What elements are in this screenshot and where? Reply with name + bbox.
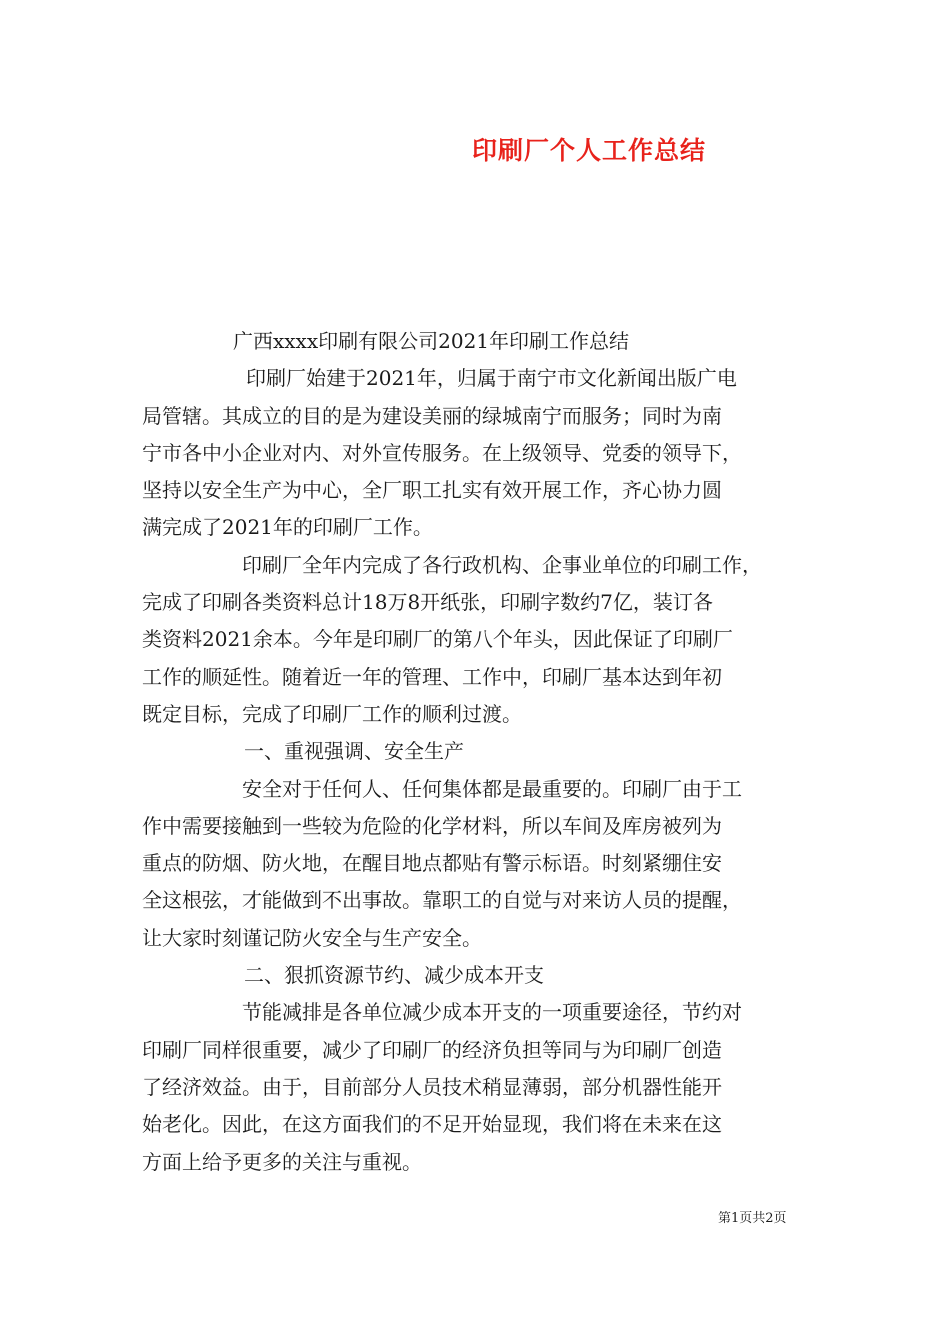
section-heading-2: 二、狠抓资源节约、减少成本开支 [244, 963, 544, 988]
page-number: 第1页共2页 [718, 1211, 787, 1226]
paragraph-line: 印刷厂同样很重要，减少了印刷厂的经济负担等同与为印刷厂创造 [142, 1037, 722, 1062]
paragraph-1 [142, 360, 822, 546]
paragraph-line: 节能减排是各单位减少成本开支的一项重要途径，节约对 [242, 1000, 742, 1025]
paragraph-line: 宁市各中小企业对内、对外宣传服务。在上级领导、党委的领导下， [142, 440, 742, 465]
paragraph-line: 满完成了2021年的印刷厂工作。 [142, 515, 433, 540]
document-body [142, 323, 822, 1181]
paragraph-line: 安全对于任何人、任何集体都是最重要的。印刷厂由于工 [242, 776, 742, 801]
paragraph-line: 全这根弦，才能做到不出事故。靠职工的自觉与对来访人员的提醒， [142, 888, 742, 913]
paragraph-line: 坚持以安全生产为中心，全厂职工扎实有效开展工作，齐心协力圆 [142, 478, 722, 503]
paragraph-line: 始老化。因此，在这方面我们的不足开始显现，我们将在未来在这 [142, 1112, 722, 1137]
paragraph-line: 了经济效益。由于，目前部分人员技术稍显薄弱，部分机器性能开 [142, 1074, 722, 1099]
paragraph-line: 印刷厂始建于2021年，归属于南宁市文化新闻出版广电 [246, 366, 737, 391]
paragraph-line: 方面上给予更多的关注与重视。 [142, 1149, 422, 1174]
paragraph-line: 类资料2021余本。今年是印刷厂的第八个年头，因此保证了印刷厂 [142, 627, 733, 652]
paragraph-line: 完成了印刷各类资料总计18万8开纸张，印刷字数约7亿，装订各 [142, 590, 713, 615]
paragraph-line: 局管辖。其成立的目的是为建设美丽的绿城南宁而服务；同时为南 [142, 403, 722, 428]
paragraph-line: 印刷厂全年内完成了各行政机构、企事业单位的印刷工作， [242, 552, 762, 577]
paragraph-line: 让大家时刻谨记防火安全与生产安全。 [142, 925, 482, 950]
document-title: 印刷厂个人工作总结 [472, 136, 707, 165]
paragraph-line: 既定目标，完成了印刷厂工作的顺利过渡。 [142, 701, 522, 726]
paragraph-line: 重点的防烟、防火地，在醒目地点都贴有警示标语。时刻紧绷住安 [142, 851, 722, 876]
paragraph-4 [142, 994, 822, 1180]
section-heading-1: 一、重视强调、安全生产 [244, 739, 464, 764]
document-subtitle: 广西xxxx印刷有限公司2021年印刷工作总结 [233, 329, 630, 353]
paragraph-2 [142, 547, 822, 733]
paragraph-3 [142, 771, 822, 957]
paragraph-line: 作中需要接触到一些较为危险的化学材料，所以车间及库房被列为 [142, 813, 722, 838]
paragraph-line: 工作的顺延性。随着近一年的管理、工作中，印刷厂基本达到年初 [142, 664, 722, 689]
